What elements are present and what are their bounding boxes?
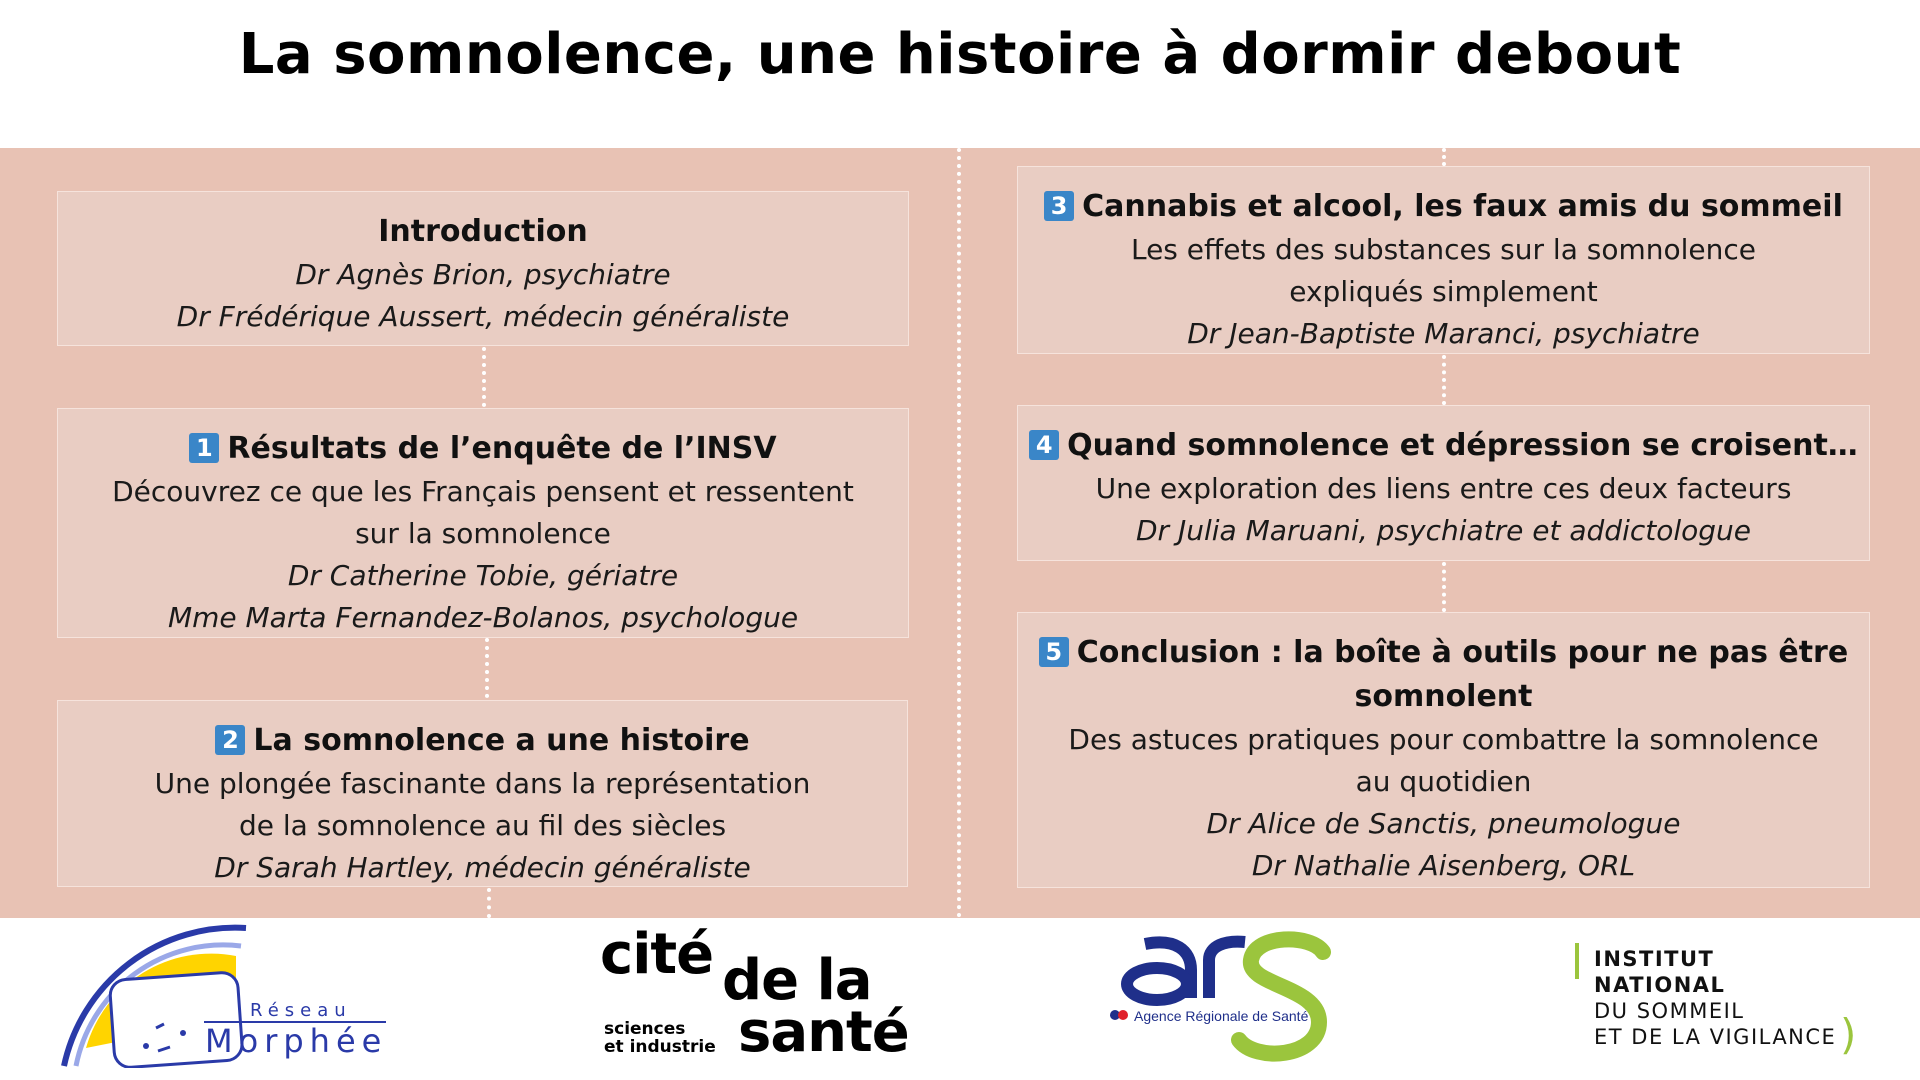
session-card-1	[57, 408, 909, 638]
session-description: au quotidien	[1355, 765, 1532, 798]
connector-right-0	[1442, 148, 1446, 166]
session-card-introduction	[57, 191, 909, 346]
insv-paren-icon: )	[1840, 1010, 1857, 1059]
speaker: Dr Agnès Brion, psychiatre	[295, 258, 671, 291]
speaker: Dr Catherine Tobie, gériatre	[287, 559, 679, 592]
insv-logo	[1594, 946, 1836, 1050]
session-title-row	[1018, 631, 1869, 675]
connector-left-2	[485, 638, 489, 698]
number-badge: 1	[189, 433, 219, 463]
cite-logo-subtitle-line: sciences	[604, 1019, 686, 1039]
center-divider	[957, 148, 961, 918]
session-card-2	[57, 700, 908, 887]
number-badge: 5	[1039, 637, 1069, 667]
speaker: Dr Jean-Baptiste Maranci, psychiatre	[1187, 317, 1700, 350]
session-title: Quand somnolence et dépression se croisent…	[1067, 428, 1858, 463]
session-description: Découvrez ce que les Français pensent et ressentent	[112, 475, 854, 508]
cite-logo-sante: santé	[738, 1000, 909, 1065]
session-card-3	[1017, 166, 1870, 354]
speaker: Dr Julia Maruani, psychiatre et addictologue	[1135, 514, 1752, 547]
speaker: Dr Sarah Hartley, médecin généraliste	[214, 851, 751, 884]
insv-bar	[1575, 943, 1579, 979]
session-title: La somnolence a une histoire	[253, 723, 750, 758]
number-badge: 4	[1029, 430, 1059, 460]
connector-left-3	[487, 888, 491, 918]
connector-left-1	[482, 347, 486, 407]
session-title: Résultats de l’enquête de l’INSV	[227, 431, 777, 466]
session-description: Des astuces pratiques pour combattre la somnolence	[1068, 723, 1819, 756]
session-title: Cannabis et alcool, les faux amis du sommeil	[1082, 189, 1843, 224]
session-title: Conclusion : la boîte à outils pour ne pas être	[1076, 635, 1849, 670]
session-title: Introduction	[378, 214, 588, 249]
insv-line: INSTITUT	[1594, 947, 1715, 971]
ars-logo	[1105, 930, 1345, 1070]
session-description: expliqués simplement	[1289, 275, 1598, 308]
session-card-4	[1017, 405, 1870, 561]
speaker: Dr Alice de Sanctis, pneumologue	[1206, 807, 1681, 840]
cite-logo-dela: de la	[722, 948, 872, 1013]
session-description: Une exploration des liens entre ces deux facteurs	[1095, 472, 1792, 505]
cite-logo-subtitle	[604, 1020, 716, 1056]
session-card-5	[1017, 612, 1870, 888]
session-description: sur la somnolence	[355, 517, 611, 550]
session-title-row	[1018, 424, 1869, 468]
speaker: Mme Marta Fernandez-Bolanos, psychologue	[167, 601, 799, 634]
session-description: Les effets des substances sur la somnolence	[1130, 233, 1757, 266]
speaker: Dr Frédérique Aussert, médecin généraliste	[176, 300, 790, 333]
session-title-row	[58, 719, 907, 763]
cite-logo-subtitle-line: et industrie	[604, 1037, 716, 1057]
connector-right-1	[1442, 355, 1446, 405]
insv-line: DU SOMMEIL	[1594, 999, 1745, 1023]
session-title-continued: somnolent	[1354, 679, 1533, 714]
ars-caption: Agence Régionale de Santé	[1134, 1008, 1309, 1024]
ars-dot-red	[1118, 1010, 1128, 1020]
number-badge: 3	[1044, 191, 1074, 221]
session-title-row	[58, 427, 908, 471]
connector-right-2	[1442, 562, 1446, 612]
number-badge: 2	[215, 725, 245, 755]
cite-logo-cite: cité	[600, 922, 714, 987]
session-title-row	[1018, 185, 1869, 229]
speaker: Dr Nathalie Aisenberg, ORL	[1251, 849, 1636, 882]
insv-line: ET DE LA VIGILANCE	[1594, 1025, 1837, 1049]
morphee-label: Morphée	[205, 1022, 388, 1060]
session-description: de la somnolence au fil des siècles	[238, 809, 727, 842]
page-title: La somnolence, une histoire à dormir debout	[238, 22, 1682, 87]
morphee-label-small: Réseau	[250, 1000, 352, 1021]
session-description: Une plongée fascinante dans la représentation	[154, 767, 811, 800]
insv-line: NATIONAL	[1594, 973, 1726, 997]
